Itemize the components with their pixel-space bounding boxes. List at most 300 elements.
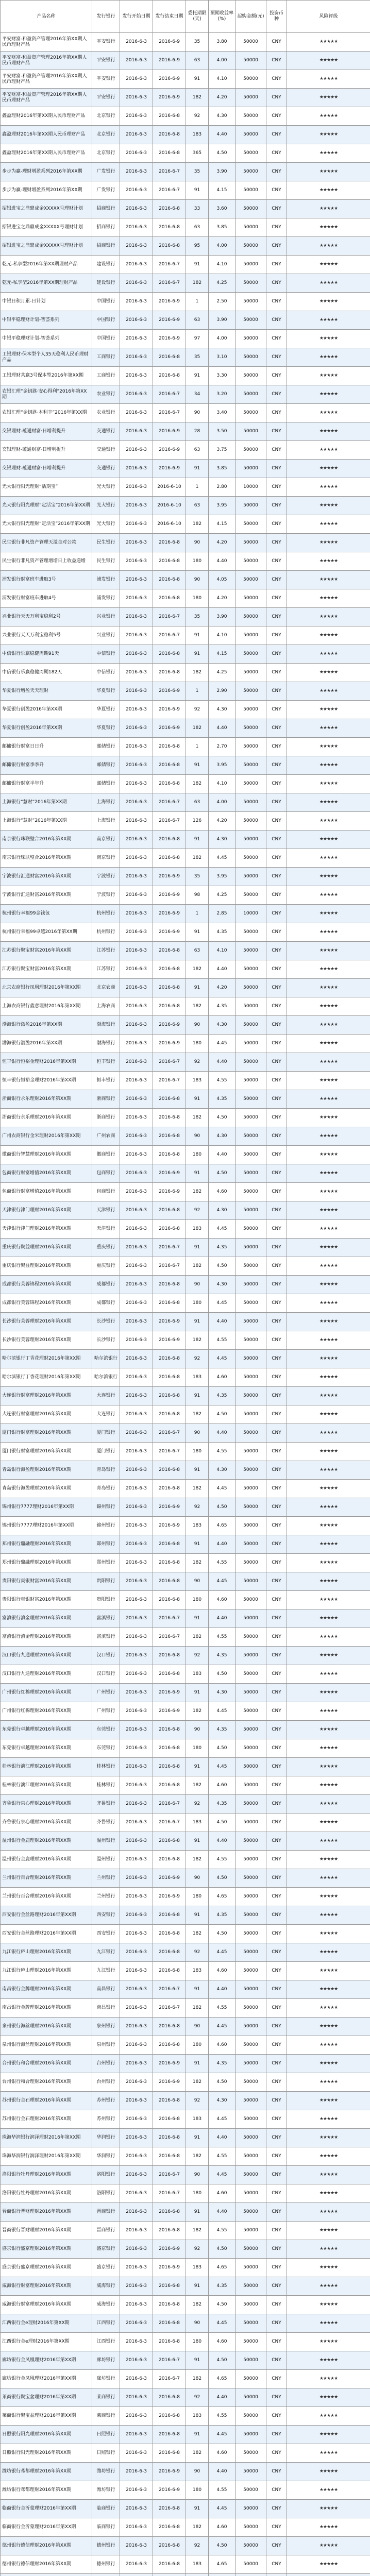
cell-product-name[interactable]: 上海银行“慧财”2016年第XX期 bbox=[1, 812, 92, 831]
cell-product-name[interactable]: 苏州银行金石理财2016年第XX期 bbox=[1, 2110, 92, 2129]
cell-product-name[interactable]: 杭州银行幸福99金钱包 bbox=[1, 905, 92, 923]
table-row[interactable] bbox=[1, 2055, 370, 2073]
table-row[interactable] bbox=[1, 1072, 370, 1090]
table-row[interactable] bbox=[1, 422, 370, 441]
cell-product-name[interactable]: 中信银行乐赢稳健周期91天 bbox=[1, 645, 92, 664]
table-row[interactable] bbox=[1, 2222, 370, 2240]
table-row[interactable] bbox=[1, 1405, 370, 1424]
table-row[interactable] bbox=[1, 905, 370, 923]
table-row[interactable] bbox=[1, 2166, 370, 2184]
table-row[interactable] bbox=[1, 1832, 370, 1851]
cell-product-name[interactable]: 步步为赢-理财增盈系列2016年第XX期 bbox=[1, 181, 92, 200]
cell-end-date: 2016-6-7 bbox=[153, 1239, 186, 1257]
table-row[interactable] bbox=[1, 1350, 370, 1368]
table-row[interactable] bbox=[1, 979, 370, 997]
cell-product-name[interactable]: 工银理财共赢3号保本型2016年第XX期 bbox=[1, 367, 92, 385]
table-row[interactable] bbox=[1, 2574, 370, 2576]
cell-product-name[interactable]: 德州银行德信理财2016年第XX期 bbox=[1, 2537, 92, 2555]
table-row[interactable] bbox=[1, 404, 370, 422]
table-row[interactable] bbox=[1, 1721, 370, 1739]
cell-product-name[interactable]: 华夏银行创盈2016年第XX期 bbox=[1, 701, 92, 719]
table-row[interactable] bbox=[1, 1591, 370, 1609]
table-row[interactable] bbox=[1, 2240, 370, 2259]
table-row[interactable] bbox=[1, 2333, 370, 2351]
cell-product-name[interactable]: 大连银行财富理财2016年第XX期 bbox=[1, 1387, 92, 1405]
table-row[interactable] bbox=[1, 89, 370, 107]
table-row[interactable] bbox=[1, 1239, 370, 1257]
table-row[interactable] bbox=[1, 126, 370, 144]
table-row[interactable] bbox=[1, 1164, 370, 1183]
cell-product-name[interactable]: 光大银行阳光理财“定活宝”2016年第XX期 bbox=[1, 515, 92, 534]
table-row[interactable] bbox=[1, 2147, 370, 2166]
table-row[interactable] bbox=[1, 1517, 370, 1535]
cell-product-name[interactable]: 哈尔滨银行丁香花理财2016年第XX期 bbox=[1, 1368, 92, 1387]
table-row[interactable] bbox=[1, 2018, 370, 2036]
table-row[interactable] bbox=[1, 2463, 370, 2481]
cell-expected-yield: 4.40 bbox=[209, 2463, 236, 2481]
table-row[interactable] bbox=[1, 1925, 370, 1943]
cell-product-name[interactable]: 厦门银行财富理财2016年第XX期 bbox=[1, 1443, 92, 1461]
table-row[interactable] bbox=[1, 645, 370, 664]
table-row[interactable] bbox=[1, 2036, 370, 2055]
cell-product-name[interactable]: 富滇银行滇金理财2016年第XX期 bbox=[1, 1609, 92, 1628]
cell-product-name[interactable]: 洛阳银行牡丹理财2016年第XX期 bbox=[1, 2166, 92, 2184]
header-expected-yield[interactable]: 预期收益率(%) bbox=[209, 1, 236, 33]
cell-product-name[interactable]: 东莞银行卓越理财2016年第XX期 bbox=[1, 1739, 92, 1758]
table-row[interactable] bbox=[1, 793, 370, 812]
table-row[interactable] bbox=[1, 738, 370, 756]
cell-risk-rating: ★★★★★ bbox=[287, 1591, 370, 1609]
table-row[interactable] bbox=[1, 1535, 370, 1554]
cell-product-name[interactable]: 桂林银行漓江理财2016年第XX期 bbox=[1, 1776, 92, 1795]
cell-product-name[interactable]: 农银汇理“金钥匙·本利丰”2016年第XX期 bbox=[1, 404, 92, 422]
cell-product-name[interactable]: 郑州银行鼎融理财2016年第XX期 bbox=[1, 1554, 92, 1572]
cell-product-name[interactable]: 长沙银行芙蓉理财2016年第XX期 bbox=[1, 1313, 92, 1331]
table-row[interactable] bbox=[1, 942, 370, 960]
cell-product-name[interactable]: 晋商银行晋财理财2016年第XX期 bbox=[1, 2222, 92, 2240]
cell-product-name[interactable]: 齐鲁银行泉心理财2016年第XX期 bbox=[1, 1814, 92, 1832]
table-row[interactable] bbox=[1, 1127, 370, 1146]
cell-product-name[interactable] bbox=[1, 2574, 92, 2576]
table-row[interactable] bbox=[1, 1146, 370, 1164]
cell-issuing-bank: 九江银行 bbox=[92, 1962, 120, 1980]
cell-product-name[interactable]: 珠海华润银行润泽理财2016年第XX期 bbox=[1, 2147, 92, 2166]
table-row[interactable] bbox=[1, 2203, 370, 2222]
table-row[interactable] bbox=[1, 997, 370, 1016]
cell-product-name[interactable]: 重庆银行聚益理财2016年第XX期 bbox=[1, 1239, 92, 1257]
table-row[interactable] bbox=[1, 1572, 370, 1591]
cell-product-name[interactable]: 厦门银行财富理财2016年第XX期 bbox=[1, 1424, 92, 1443]
table-row[interactable] bbox=[1, 1480, 370, 1498]
table-row[interactable] bbox=[1, 200, 370, 218]
cell-product-name[interactable]: 包商银行财富增值2016年第XX期 bbox=[1, 1183, 92, 1201]
table-row[interactable] bbox=[1, 664, 370, 682]
table-row[interactable] bbox=[1, 1758, 370, 1776]
cell-product-name[interactable]: 兰州银行百合理财2016年第XX期 bbox=[1, 1888, 92, 1906]
cell-product-name[interactable]: 临商银行金沂蒙理财2016年第XX期 bbox=[1, 2518, 92, 2537]
cell-product-name[interactable]: 南京银行珠联璧合2016年第XX期 bbox=[1, 849, 92, 868]
table-row[interactable] bbox=[1, 2481, 370, 2500]
cell-min-amount: 50000 bbox=[236, 1665, 266, 1684]
cell-product-name[interactable]: 天津银行津门理财2016年第XX期 bbox=[1, 1201, 92, 1220]
table-row[interactable] bbox=[1, 608, 370, 626]
table-row[interactable] bbox=[1, 1109, 370, 1127]
cell-product-name[interactable]: 珠海华润银行润泽理财2016年第XX期 bbox=[1, 2129, 92, 2147]
table-row[interactable] bbox=[1, 1684, 370, 1702]
header-issuing-bank[interactable]: 发行银行 bbox=[92, 1, 120, 33]
table-row[interactable] bbox=[1, 1368, 370, 1387]
cell-product-name[interactable]: 洛阳银行牡丹理财2016年第XX期 bbox=[1, 2184, 92, 2203]
cell-product-name[interactable]: 招银进宝之鼎鼎成金XXXXX号理财计划 bbox=[1, 237, 92, 256]
cell-product-name[interactable]: 莱商银行聚宝盆理财2016年第XX期 bbox=[1, 2388, 92, 2407]
cell-product-name[interactable]: 郑州银行鼎融理财2016年第XX期 bbox=[1, 1535, 92, 1554]
table-row[interactable] bbox=[1, 552, 370, 571]
cell-product-name[interactable]: 光大银行阳光理财“活期宝” bbox=[1, 478, 92, 497]
cell-product-name[interactable]: 兴业银行天天万利宝稳利5号 bbox=[1, 626, 92, 645]
table-row[interactable] bbox=[1, 589, 370, 608]
cell-product-name[interactable]: 民生银行非凡资产管理增增日上收益递增 bbox=[1, 552, 92, 571]
cell-currency: CNY bbox=[266, 1016, 287, 1035]
cell-product-name[interactable]: 苏州银行金石理财2016年第XX期 bbox=[1, 2092, 92, 2110]
cell-product-name[interactable]: 长沙银行芙蓉理财2016年第XX期 bbox=[1, 1331, 92, 1350]
cell-product-name[interactable]: 潍坊银行鸢都理财2016年第XX期 bbox=[1, 2481, 92, 2500]
table-row[interactable] bbox=[1, 2092, 370, 2110]
cell-product-name[interactable]: 浦发银行财富班车进取3号 bbox=[1, 571, 92, 589]
table-row[interactable] bbox=[1, 1943, 370, 1962]
table-row[interactable] bbox=[1, 237, 370, 256]
cell-product-name[interactable]: 桂林银行漓江理财2016年第XX期 bbox=[1, 1758, 92, 1776]
cell-product-name[interactable]: 泉州银行海丝理财2016年第XX期 bbox=[1, 2036, 92, 2055]
header-end-date[interactable]: 发行结束日期 bbox=[153, 1, 186, 33]
table-row[interactable] bbox=[1, 293, 370, 311]
cell-product-name[interactable]: 步步为赢-理财增盈系列2016年第XX期 bbox=[1, 163, 92, 181]
cell-product-name[interactable]: 德州银行德信理财2016年第XX期 bbox=[1, 2555, 92, 2574]
cell-product-name[interactable]: 邮储银行财富半年升 bbox=[1, 775, 92, 793]
header-start-date[interactable]: 发行开始日期 bbox=[120, 1, 153, 33]
cell-product-name[interactable]: 莱商银行聚宝盆理财2016年第XX期 bbox=[1, 2407, 92, 2426]
cell-product-name[interactable]: 浙商银行永乐理财2016年第XX期 bbox=[1, 1090, 92, 1109]
table-row[interactable] bbox=[1, 2259, 370, 2277]
cell-product-name[interactable]: 江苏银行聚宝财富2016年第XX期 bbox=[1, 942, 92, 960]
cell-product-name[interactable]: 招银进宝之鼎鼎成金XXXXX号理财计划 bbox=[1, 200, 92, 218]
cell-product-name[interactable]: 招银进宝之鼎鼎成金XXXXX号理财计划 bbox=[1, 218, 92, 237]
cell-product-name[interactable]: 宁波银行汇通财富2016年第XX期 bbox=[1, 868, 92, 886]
table-row[interactable] bbox=[1, 534, 370, 552]
cell-product-name[interactable]: 鑫盈理财2016年第XX期人民币理财产品 bbox=[1, 144, 92, 163]
cell-product-name[interactable]: 盛京银行盛京理财2016年第XX期 bbox=[1, 2240, 92, 2259]
cell-issuing-bank: 桂林银行 bbox=[92, 1776, 120, 1795]
cell-product-name[interactable]: 晋商银行晋财理财2016年第XX期 bbox=[1, 2203, 92, 2222]
table-row[interactable] bbox=[1, 1554, 370, 1572]
cell-product-name[interactable]: 华夏银行创盈2016年第XX期 bbox=[1, 719, 92, 738]
cell-product-name[interactable]: 中信银行乐赢稳健周期182天 bbox=[1, 664, 92, 682]
table-row[interactable] bbox=[1, 1201, 370, 1220]
cell-product-name[interactable]: 潍坊银行鸢都理财2016年第XX期 bbox=[1, 2463, 92, 2481]
cell-product-name[interactable]: 邮储银行财富日日升 bbox=[1, 738, 92, 756]
table-row[interactable] bbox=[1, 849, 370, 868]
cell-product-name[interactable]: 中银平稳理财计划-智荟系列 bbox=[1, 311, 92, 330]
cell-product-name[interactable]: 锦州银行7777理财2016年第XX期 bbox=[1, 1498, 92, 1517]
table-row[interactable] bbox=[1, 274, 370, 293]
table-row[interactable] bbox=[1, 2351, 370, 2370]
cell-product-name[interactable]: 平安财富-和盈资产管理2016年第XX期人民币理财产品 bbox=[1, 89, 92, 107]
table-row[interactable] bbox=[1, 1294, 370, 1313]
cell-product-name[interactable]: 泉州银行海丝理财2016年第XX期 bbox=[1, 2018, 92, 2036]
table-row[interactable] bbox=[1, 2277, 370, 2296]
cell-product-name[interactable]: 青岛银行海盈理财2016年第XX期 bbox=[1, 1461, 92, 1480]
table-row[interactable] bbox=[1, 2518, 370, 2537]
table-row[interactable] bbox=[1, 2073, 370, 2092]
table-row[interactable] bbox=[1, 626, 370, 645]
table-row[interactable] bbox=[1, 52, 370, 70]
cell-product-name[interactable]: 台州银行和合理财2016年第XX期 bbox=[1, 2055, 92, 2073]
cell-product-name[interactable]: 乾元-私享型2016年第XX期理财产品 bbox=[1, 256, 92, 274]
cell-product-name[interactable]: 重庆银行聚益理财2016年第XX期 bbox=[1, 1257, 92, 1276]
cell-product-name[interactable]: 西安银行金丝路理财2016年第XX期 bbox=[1, 1906, 92, 1925]
cell-product-name[interactable]: 中银平稳理财计划-智荟系列 bbox=[1, 330, 92, 348]
table-row[interactable] bbox=[1, 330, 370, 348]
table-row[interactable] bbox=[1, 2537, 370, 2555]
cell-end-date: 2016-6-8 bbox=[153, 1109, 186, 1127]
table-row[interactable] bbox=[1, 515, 370, 534]
cell-product-name[interactable]: 农银汇理“金钥匙·安心得利”2016年第XX期 bbox=[1, 385, 92, 404]
table-row[interactable] bbox=[1, 1424, 370, 1443]
cell-product-name[interactable]: 恒丰银行恒裕金理财2016年第XX期 bbox=[1, 1072, 92, 1090]
table-row[interactable] bbox=[1, 1313, 370, 1331]
cell-product-name[interactable]: 恒丰银行恒裕金理财2016年第XX期 bbox=[1, 1053, 92, 1072]
cell-product-name[interactable]: 齐鲁银行泉心理财2016年第XX期 bbox=[1, 1795, 92, 1814]
table-row[interactable] bbox=[1, 163, 370, 181]
table-row[interactable] bbox=[1, 311, 370, 330]
cell-product-name[interactable]: 九江银行庐山理财2016年第XX期 bbox=[1, 1943, 92, 1962]
table-row[interactable] bbox=[1, 348, 370, 367]
table-row[interactable] bbox=[1, 2110, 370, 2129]
table-row[interactable] bbox=[1, 1702, 370, 1721]
cell-product-name[interactable]: 邮储银行财富季季升 bbox=[1, 756, 92, 775]
table-row[interactable] bbox=[1, 923, 370, 942]
cell-product-name[interactable]: 浙商银行永乐理财2016年第XX期 bbox=[1, 1109, 92, 1127]
table-row[interactable] bbox=[1, 1647, 370, 1665]
table-row[interactable] bbox=[1, 701, 370, 719]
cell-product-name[interactable]: 上海农商银行鑫意理财2016年第XX期 bbox=[1, 997, 92, 1016]
cell-product-name[interactable]: 交银理财-蕴通财富·日增利提升 bbox=[1, 441, 92, 460]
cell-product-name[interactable]: 鑫盈理财2016年第XX期人民币理财产品 bbox=[1, 126, 92, 144]
cell-product-name[interactable]: 南京银行珠联璧合2016年第XX期 bbox=[1, 831, 92, 849]
table-row[interactable] bbox=[1, 1628, 370, 1647]
table-row[interactable] bbox=[1, 2314, 370, 2333]
table-row[interactable] bbox=[1, 441, 370, 460]
table-row[interactable] bbox=[1, 682, 370, 701]
cell-product-name[interactable]: 乾元-私享型2016年第XX期理财产品 bbox=[1, 274, 92, 293]
cell-product-name[interactable]: 徽商银行智慧理财2016年第XX期 bbox=[1, 1146, 92, 1164]
cell-product-name[interactable]: 日照银行阳光理财2016年第XX期 bbox=[1, 2444, 92, 2463]
cell-currency: CNY bbox=[266, 1721, 287, 1739]
table-row[interactable] bbox=[1, 2129, 370, 2147]
table-row[interactable] bbox=[1, 775, 370, 793]
header-currency[interactable]: 投资币种 bbox=[266, 1, 287, 33]
cell-product-name[interactable]: 台州银行和合理财2016年第XX期 bbox=[1, 2073, 92, 2092]
cell-product-name[interactable]: 廊坊银行金凤凰理财2016年第XX期 bbox=[1, 2370, 92, 2388]
cell-product-name[interactable]: 民生银行非凡资产管理天溢金对公款 bbox=[1, 534, 92, 552]
cell-product-name[interactable]: 威海银行财富理财2016年第XX期 bbox=[1, 2296, 92, 2314]
cell-product-name[interactable]: 日照银行阳光理财2016年第XX期 bbox=[1, 2426, 92, 2444]
cell-product-name[interactable]: 广州农商银行金米理财2016年第XX期 bbox=[1, 1127, 92, 1146]
header-min-amount[interactable]: 起购金额(元) bbox=[236, 1, 266, 33]
table-row[interactable] bbox=[1, 144, 370, 163]
cell-product-name[interactable]: 温州银行金鹿理财2016年第XX期 bbox=[1, 1832, 92, 1851]
table-row[interactable] bbox=[1, 719, 370, 738]
table-row[interactable] bbox=[1, 2426, 370, 2444]
table-row[interactable] bbox=[1, 1869, 370, 1888]
cell-product-name[interactable]: 贵阳银行爽银财富2016年第XX期 bbox=[1, 1591, 92, 1609]
cell-product-name[interactable]: 锦州银行7777理财2016年第XX期 bbox=[1, 1517, 92, 1535]
table-row[interactable] bbox=[1, 1665, 370, 1684]
cell-product-name[interactable]: 中银日积月累-日计划 bbox=[1, 293, 92, 311]
cell-currency: CNY bbox=[266, 52, 287, 70]
cell-product-name[interactable]: 江苏银行聚宝财富2016年第XX期 bbox=[1, 960, 92, 979]
table-row[interactable] bbox=[1, 1461, 370, 1480]
cell-product-name[interactable]: 兰州银行百合理财2016年第XX期 bbox=[1, 1869, 92, 1888]
table-row[interactable] bbox=[1, 1498, 370, 1517]
table-row[interactable] bbox=[1, 831, 370, 849]
table-row[interactable] bbox=[1, 1331, 370, 1350]
cell-product-name[interactable]: 青岛银行海盈理财2016年第XX期 bbox=[1, 1480, 92, 1498]
table-row[interactable] bbox=[1, 1980, 370, 1999]
cell-product-name[interactable]: 渤海银行渤盈2016年第XX期 bbox=[1, 1035, 92, 1053]
table-row[interactable] bbox=[1, 1090, 370, 1109]
cell-product-name[interactable]: 兴业银行天天万利宝稳利2号 bbox=[1, 608, 92, 626]
table-row[interactable] bbox=[1, 460, 370, 478]
table-row[interactable] bbox=[1, 2370, 370, 2388]
table-row[interactable] bbox=[1, 256, 370, 274]
cell-product-name[interactable]: 温州银行金鹿理财2016年第XX期 bbox=[1, 1851, 92, 1869]
cell-product-name[interactable]: 北京农商银行凤凰理财2016年第XX期 bbox=[1, 979, 92, 997]
table-row[interactable] bbox=[1, 1443, 370, 1461]
table-row[interactable] bbox=[1, 868, 370, 886]
table-row[interactable] bbox=[1, 1999, 370, 2018]
header-risk-rating[interactable]: 风险评级 bbox=[287, 1, 370, 33]
table-row[interactable] bbox=[1, 960, 370, 979]
table-row[interactable] bbox=[1, 107, 370, 126]
table-row[interactable] bbox=[1, 1183, 370, 1201]
table-row[interactable] bbox=[1, 1888, 370, 1906]
cell-issuing-bank: 交通银行 bbox=[92, 441, 120, 460]
table-row[interactable] bbox=[1, 1035, 370, 1053]
cell-product-name[interactable]: 威海银行财富理财2016年第XX期 bbox=[1, 2277, 92, 2296]
cell-product-name[interactable]: 工银理财·保本型个人35天稳利人民币理财产品 bbox=[1, 348, 92, 367]
table-row[interactable] bbox=[1, 2407, 370, 2426]
table-row[interactable] bbox=[1, 812, 370, 831]
cell-product-name[interactable]: 西安银行金丝路理财2016年第XX期 bbox=[1, 1925, 92, 1943]
cell-product-name[interactable]: 南昌银行金牌理财2016年第XX期 bbox=[1, 1980, 92, 1999]
table-row[interactable] bbox=[1, 2444, 370, 2463]
cell-product-name[interactable]: 鑫盈理财2016年第XX期人民币理财产品 bbox=[1, 107, 92, 126]
cell-risk-rating: ★★★★★ bbox=[287, 1072, 370, 1090]
table-row[interactable] bbox=[1, 1814, 370, 1832]
table-row[interactable] bbox=[1, 70, 370, 89]
cell-product-name[interactable]: 浦发银行财富班车进取4号 bbox=[1, 589, 92, 608]
cell-product-name[interactable]: 汉口银行九通理财2016年第XX期 bbox=[1, 1665, 92, 1684]
table-row[interactable] bbox=[1, 1053, 370, 1072]
cell-product-name[interactable]: 南昌银行金牌理财2016年第XX期 bbox=[1, 1999, 92, 2018]
table-row[interactable] bbox=[1, 33, 370, 52]
table-row[interactable] bbox=[1, 2555, 370, 2574]
table-row[interactable] bbox=[1, 1962, 370, 1980]
table-row[interactable] bbox=[1, 756, 370, 775]
cell-product-name[interactable]: 交银理财-蕴通财富·日增利提升 bbox=[1, 422, 92, 441]
table-row[interactable] bbox=[1, 2184, 370, 2203]
cell-product-name[interactable]: 平安财富-和盈资产管理2016年第XX期人民币理财产品 bbox=[1, 70, 92, 89]
table-row[interactable] bbox=[1, 1906, 370, 1925]
cell-product-name[interactable]: 光大银行阳光理财“定活宝”2016年第XX期 bbox=[1, 497, 92, 515]
cell-product-name[interactable]: 大连银行财富理财2016年第XX期 bbox=[1, 1405, 92, 1424]
cell-product-name[interactable]: 盛京银行盛京理财2016年第XX期 bbox=[1, 2259, 92, 2277]
cell-product-name[interactable]: 江西银行金e理财2016年第XX期 bbox=[1, 2314, 92, 2333]
cell-issuing-bank: 九江银行 bbox=[92, 1943, 120, 1962]
table-row[interactable] bbox=[1, 218, 370, 237]
table-row[interactable] bbox=[1, 181, 370, 200]
cell-product-name[interactable]: 交银理财-蕴通财富·日增利提升 bbox=[1, 460, 92, 478]
cell-product-name[interactable]: 江西银行金e理财2016年第XX期 bbox=[1, 2333, 92, 2351]
table-row[interactable] bbox=[1, 367, 370, 385]
cell-product-name[interactable]: 富滇银行滇金理财2016年第XX期 bbox=[1, 1628, 92, 1647]
cell-product-name[interactable]: 平安财富-和盈资产管理2016年第XX期人民币理财产品 bbox=[1, 33, 92, 52]
cell-product-name[interactable]: 广州银行红棉理财2016年第XX期 bbox=[1, 1684, 92, 1702]
table-row[interactable] bbox=[1, 2296, 370, 2314]
header-term-days[interactable]: 委托期限(天) bbox=[186, 1, 209, 33]
table-row[interactable] bbox=[1, 1776, 370, 1795]
table-row[interactable] bbox=[1, 497, 370, 515]
cell-product-name[interactable]: 汉口银行九通理财2016年第XX期 bbox=[1, 1647, 92, 1665]
cell-product-name[interactable]: 宁波银行汇通财富2016年第XX期 bbox=[1, 886, 92, 905]
cell-product-name[interactable]: 廊坊银行金凤凰理财2016年第XX期 bbox=[1, 2351, 92, 2370]
table-row[interactable] bbox=[1, 1016, 370, 1035]
cell-product-name[interactable]: 临商银行金沂蒙理财2016年第XX期 bbox=[1, 2500, 92, 2518]
table-row[interactable] bbox=[1, 1851, 370, 1869]
table-row[interactable] bbox=[1, 1387, 370, 1405]
cell-product-name[interactable]: 贵阳银行爽银财富2016年第XX期 bbox=[1, 1572, 92, 1591]
table-row[interactable] bbox=[1, 478, 370, 497]
cell-product-name[interactable]: 上海银行“慧财”2016年第XX期 bbox=[1, 793, 92, 812]
table-row[interactable] bbox=[1, 571, 370, 589]
table-row[interactable] bbox=[1, 2500, 370, 2518]
table-row[interactable] bbox=[1, 2388, 370, 2407]
cell-product-name[interactable]: 华夏银行增盈天天理财 bbox=[1, 682, 92, 701]
table-row[interactable] bbox=[1, 1276, 370, 1294]
cell-product-name[interactable]: 东莞银行卓越理财2016年第XX期 bbox=[1, 1721, 92, 1739]
cell-product-name[interactable]: 广州银行红棉理财2016年第XX期 bbox=[1, 1702, 92, 1721]
cell-product-name[interactable]: 成都银行芙蓉锦程2016年第XX期 bbox=[1, 1276, 92, 1294]
cell-min-amount: 50000 bbox=[236, 1888, 266, 1906]
cell-product-name[interactable]: 天津银行津门理财2016年第XX期 bbox=[1, 1220, 92, 1239]
cell-product-name[interactable]: 渤海银行渤盈2016年第XX期 bbox=[1, 1016, 92, 1035]
cell-product-name[interactable]: 平安财富-和盈资产管理2016年第XX期人民币理财产品 bbox=[1, 52, 92, 70]
cell-product-name[interactable]: 哈尔滨银行丁香花理财2016年第XX期 bbox=[1, 1350, 92, 1368]
table-row[interactable] bbox=[1, 1739, 370, 1758]
table-row[interactable] bbox=[1, 886, 370, 905]
table-row[interactable] bbox=[1, 1795, 370, 1814]
cell-product-name[interactable]: 杭州银行幸福99卓越2016年第XX期 bbox=[1, 923, 92, 942]
header-product-name[interactable]: 产品名称 bbox=[1, 1, 92, 33]
cell-expected-yield: 4.50 bbox=[209, 1925, 236, 1943]
cell-product-name[interactable]: 包商银行财富增值2016年第XX期 bbox=[1, 1164, 92, 1183]
cell-product-name[interactable]: 成都银行芙蓉锦程2016年第XX期 bbox=[1, 1294, 92, 1313]
cell-product-name[interactable]: 九江银行庐山理财2016年第XX期 bbox=[1, 1962, 92, 1980]
table-row[interactable] bbox=[1, 385, 370, 404]
table-row[interactable] bbox=[1, 1220, 370, 1239]
table-row[interactable] bbox=[1, 1257, 370, 1276]
table-row[interactable] bbox=[1, 1609, 370, 1628]
